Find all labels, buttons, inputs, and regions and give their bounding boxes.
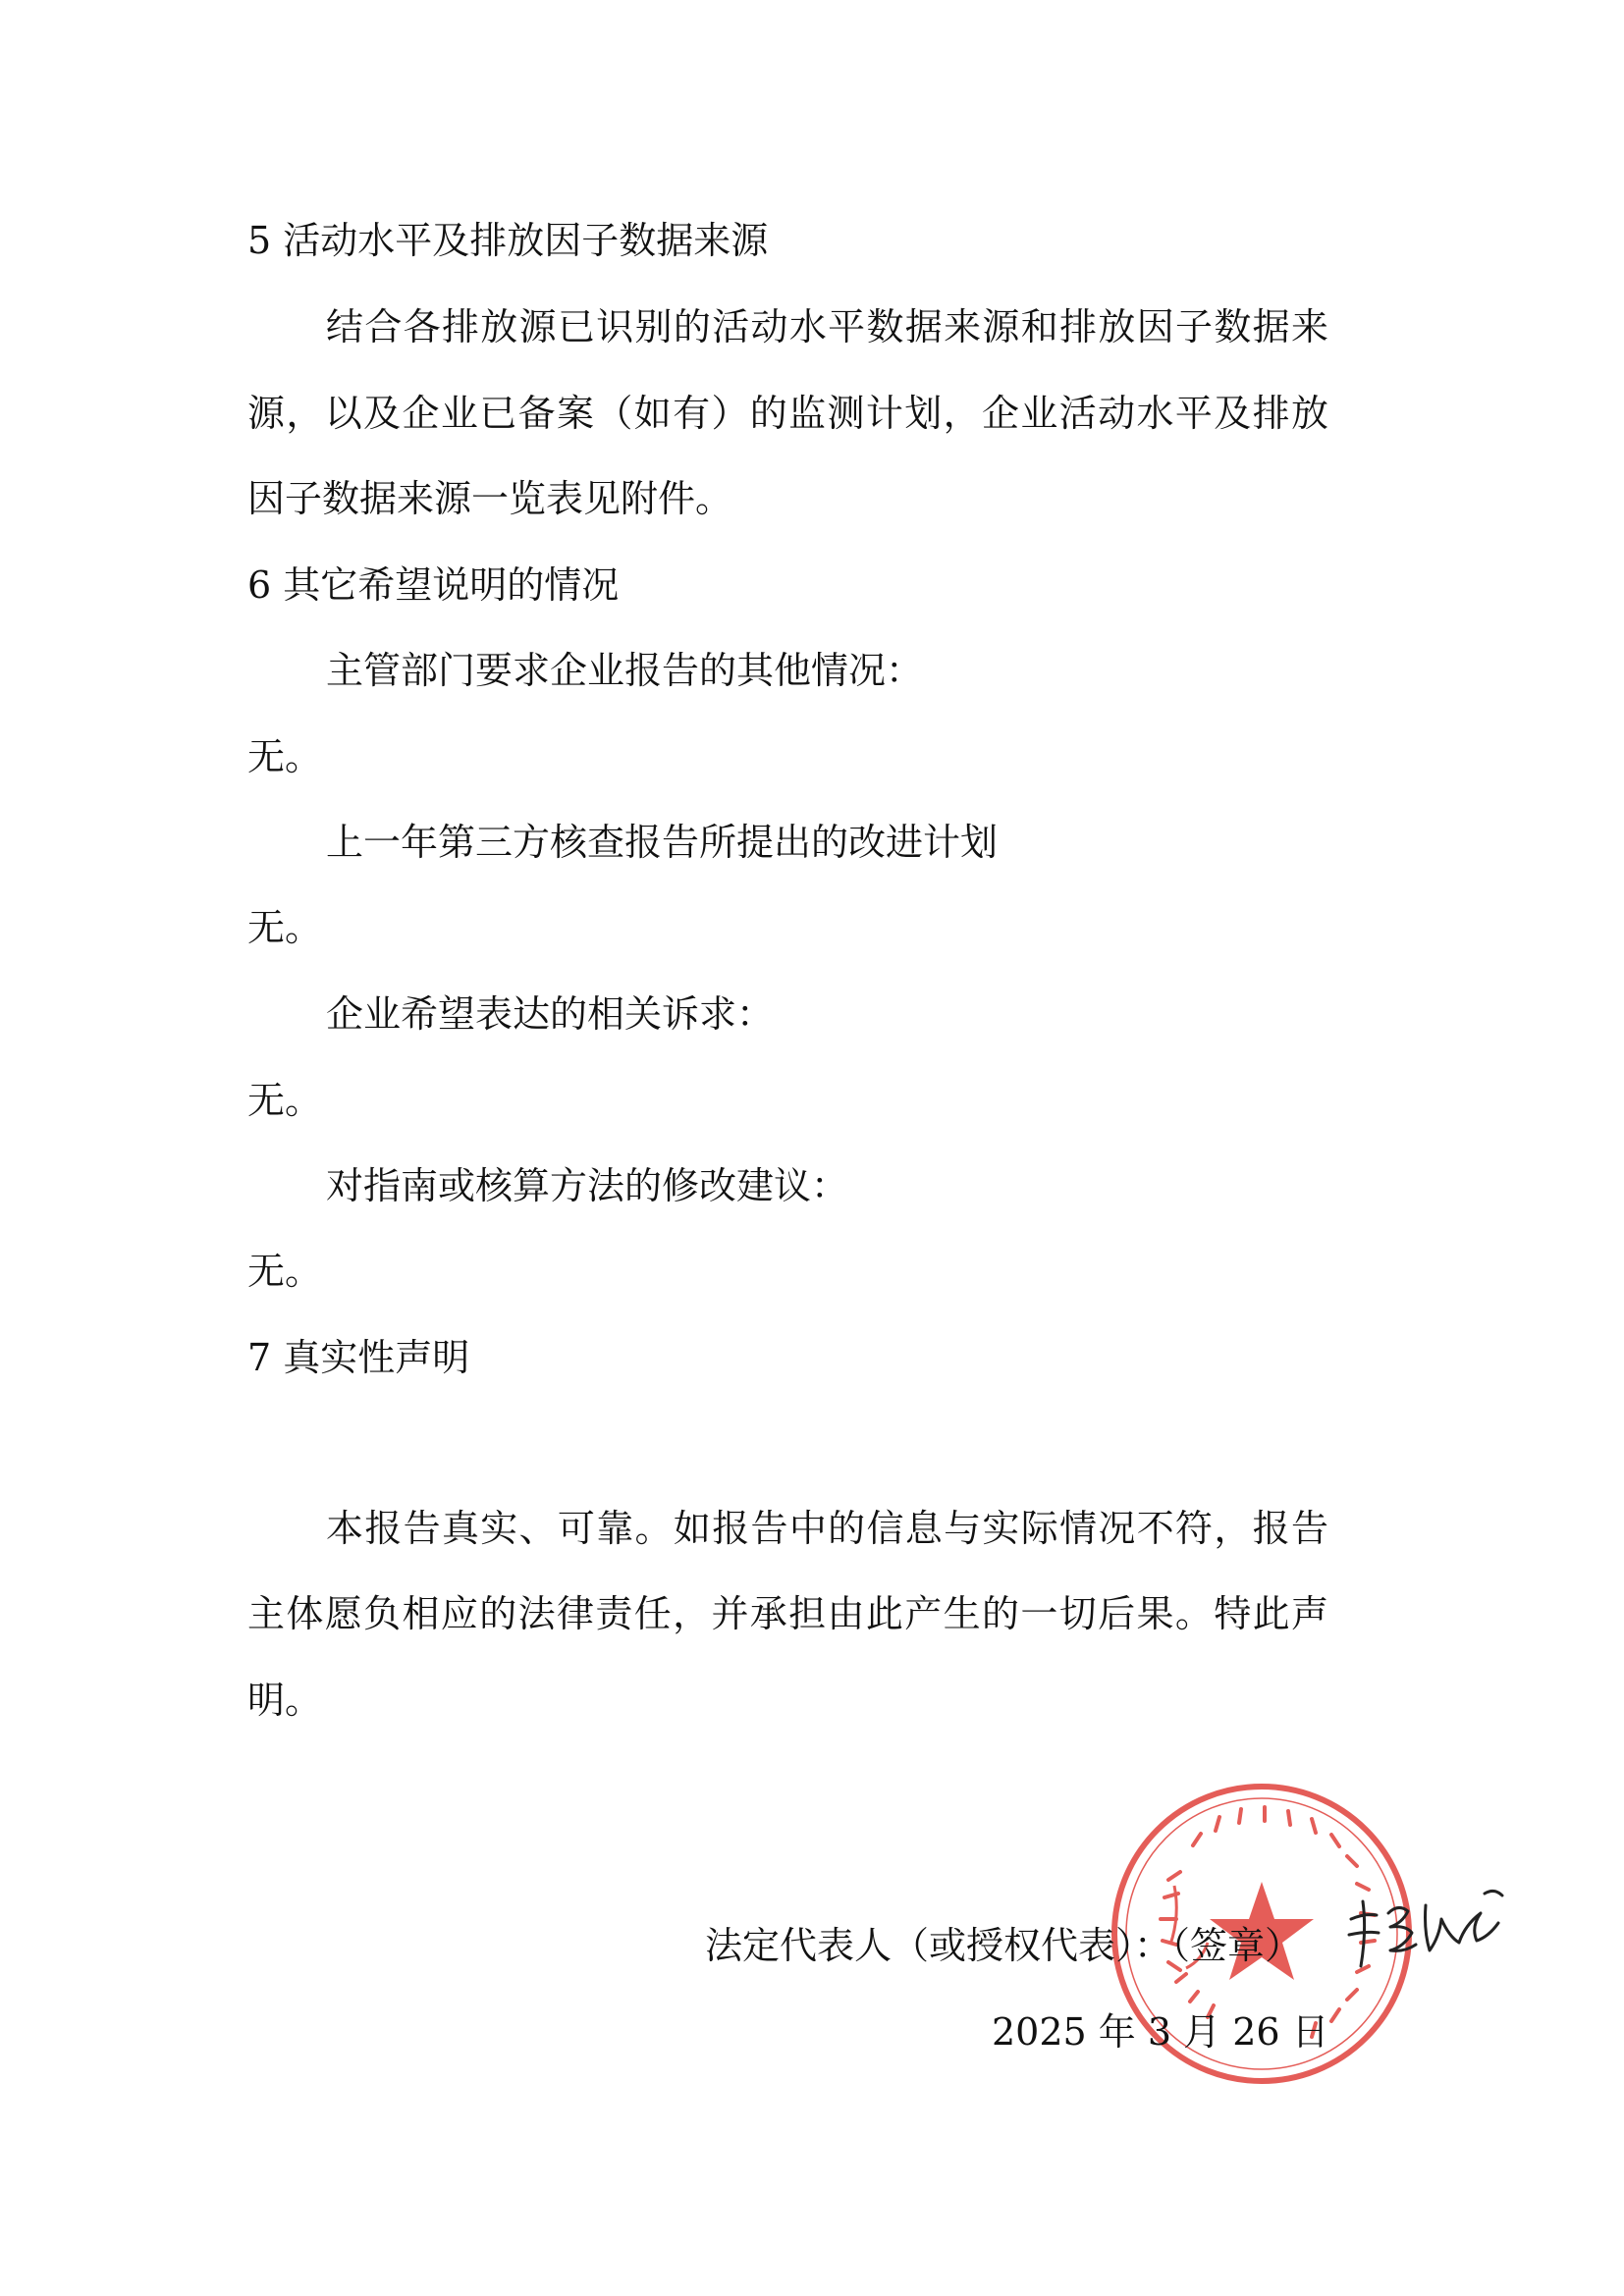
- section-7-paragraph-line-2: 主体愿负相应的法律责任，并承担由此产生的一切后果。特此声: [247, 1592, 1328, 1635]
- section-5-paragraph-line-1: 结合各排放源已识别的活动水平数据来源和排放因子数据来: [326, 305, 1328, 348]
- section-6-answer-3: 无。: [247, 1079, 323, 1122]
- section-5-paragraph-line-3: 因子数据来源一览表见附件。: [247, 477, 733, 520]
- signoff-date: 2025 年 3 月 26 日: [992, 2010, 1329, 2054]
- representative-label: 法定代表人（或授权代表）：（签章）: [705, 1924, 1303, 1967]
- section-5-heading: 5 活动水平及排放因子数据来源: [247, 219, 769, 262]
- section-6-question-1: 主管部门要求企业报告的其他情况：: [326, 649, 924, 692]
- section-6-question-2: 上一年第三方核查报告所提出的改进计划: [326, 821, 999, 864]
- handwritten-signature-icon: [1345, 1880, 1512, 1973]
- section-6-question-4: 对指南或核算方法的修改建议：: [326, 1164, 849, 1207]
- section-7-heading: 7 真实性声明: [247, 1336, 470, 1379]
- section-5-paragraph-line-2: 源，以及企业已备案（如有）的监测计划，企业活动水平及排放: [247, 392, 1328, 435]
- section-7-paragraph-line-1: 本报告真实、可靠。如报告中的信息与实际情况不符，报告: [326, 1507, 1328, 1550]
- section-6-answer-2: 无。: [247, 906, 323, 949]
- section-6-question-3: 企业希望表达的相关诉求：: [326, 992, 775, 1036]
- section-6-heading: 6 其它希望说明的情况: [247, 563, 620, 607]
- section-6-answer-1: 无。: [247, 735, 323, 778]
- section-7-paragraph-line-3: 明。: [247, 1679, 323, 1722]
- section-6-answer-4: 无。: [247, 1250, 323, 1293]
